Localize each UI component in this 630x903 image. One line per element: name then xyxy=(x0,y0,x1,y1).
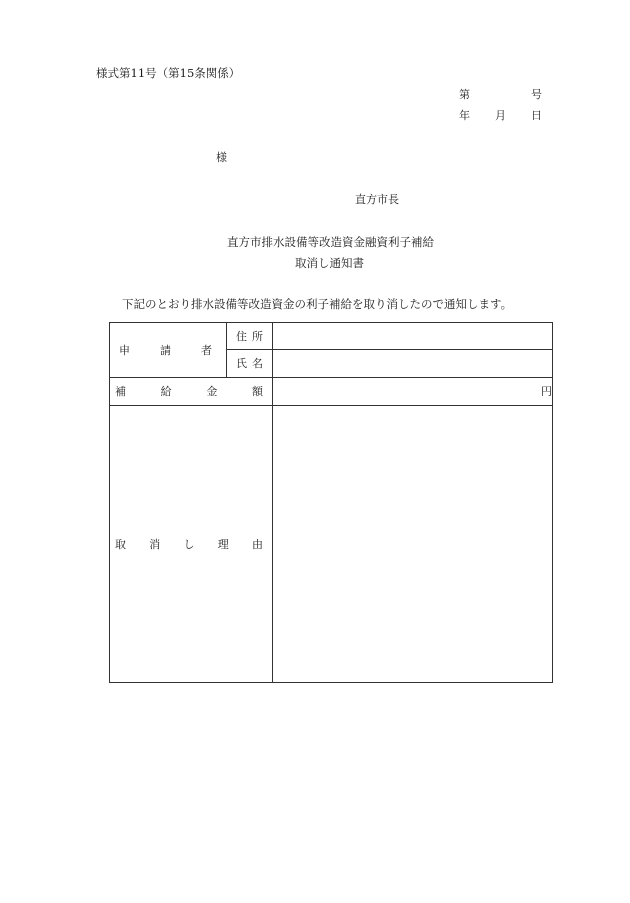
address-label-cell xyxy=(227,323,273,350)
name-value-cell[interactable] xyxy=(273,350,553,378)
reason-char-1: 取 xyxy=(115,537,126,551)
date-day-label: 日 xyxy=(531,109,542,122)
amount-char-3: 金 xyxy=(206,385,218,398)
applicant-char-3: 者 xyxy=(201,343,212,357)
name-char-2: 名 xyxy=(252,357,263,370)
notice-table xyxy=(109,322,553,683)
amount-char-4: 額 xyxy=(251,385,263,398)
addressee-suffix: 様 xyxy=(216,151,227,164)
reason-char-5: 由 xyxy=(252,537,263,551)
reason-label-cell xyxy=(110,406,273,683)
applicant-char-1: 申 xyxy=(119,343,130,357)
body-text: 下記のとおり排水設備等改造資金の利子補給を取り消したので通知します。 xyxy=(122,297,513,311)
document-title-line1: 直方市排水設備等改造資金融資利子補給 xyxy=(227,235,434,249)
date-year-label: 年 xyxy=(459,109,470,122)
amount-char-1: 補 xyxy=(115,385,126,398)
address-char-2: 所 xyxy=(252,329,263,343)
name-char-1: 氏 xyxy=(236,357,247,370)
amount-value-cell[interactable] xyxy=(273,378,553,406)
applicant-char-2: 請 xyxy=(160,343,171,357)
date-month-label: 月 xyxy=(495,109,506,122)
amount-unit: 円 xyxy=(541,385,552,398)
reason-char-3: し xyxy=(183,537,195,551)
reason-char-4: 理 xyxy=(217,537,229,551)
issuer: 直方市長 xyxy=(355,193,399,206)
applicant-label-cell xyxy=(110,323,227,378)
form-number: 様式第11号（第15条関係） xyxy=(96,66,241,80)
reason-value-cell[interactable] xyxy=(273,406,553,683)
doc-number-label-dai: 第 xyxy=(459,88,470,101)
amount-label-cell xyxy=(110,378,273,406)
name-label-cell xyxy=(227,350,273,378)
address-char-1: 住 xyxy=(236,329,247,343)
address-value-cell[interactable] xyxy=(273,323,553,350)
reason-char-2: 消 xyxy=(149,537,161,551)
amount-char-2: 給 xyxy=(160,385,172,398)
document-title-line2: 取消し通知書 xyxy=(295,256,364,270)
doc-number-label-go: 号 xyxy=(531,88,542,101)
